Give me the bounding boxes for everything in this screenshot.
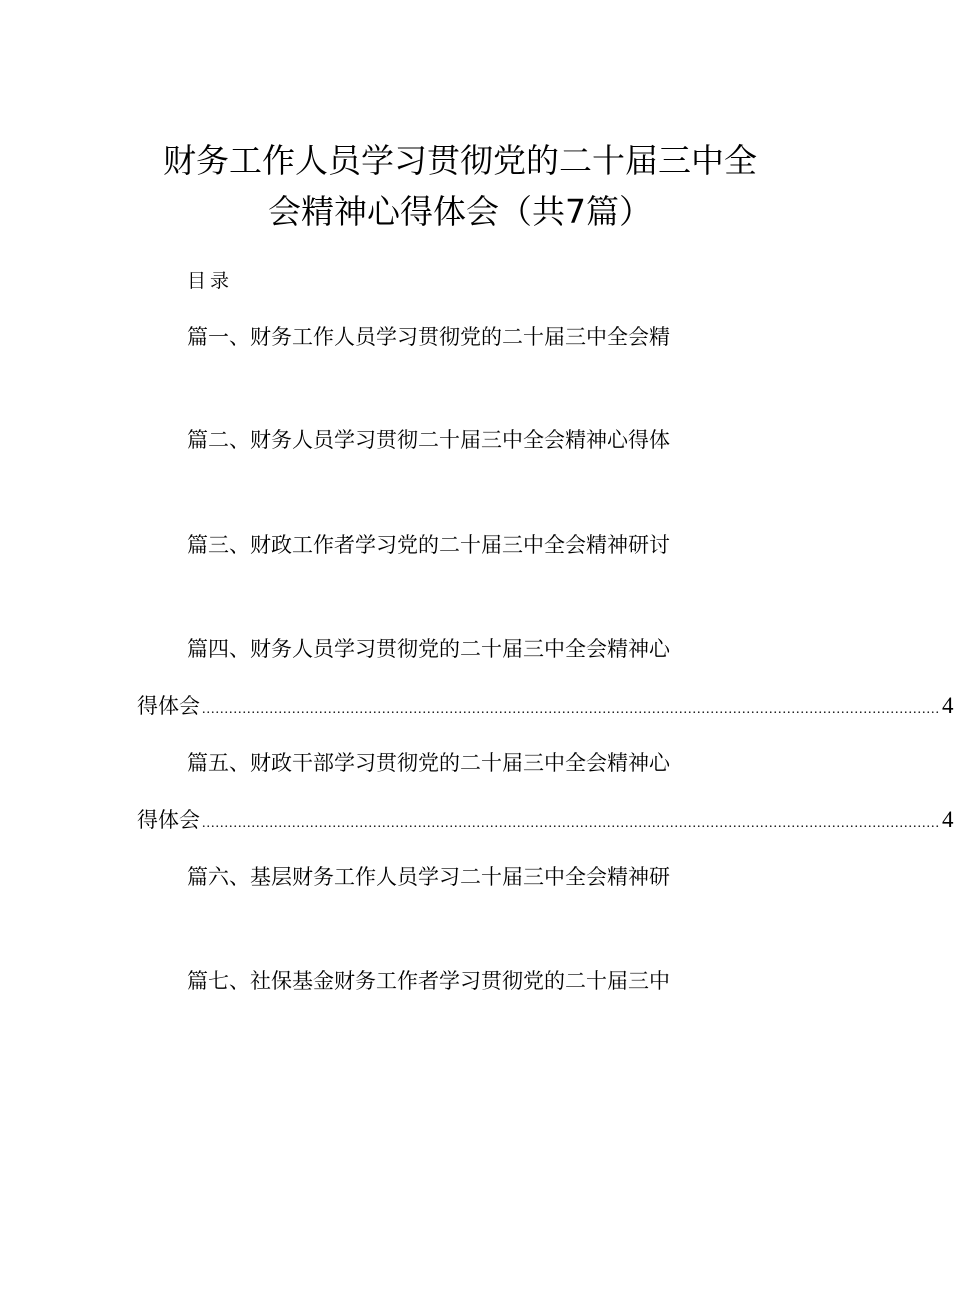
toc-entry-4-continuation[interactable] [137, 691, 954, 725]
toc-entry-5-continuation-text: 得体会 [137, 808, 200, 832]
toc-dot-leader: .................................................................................................................................................................... [202, 816, 940, 831]
toc-entry-1[interactable]: 篇一、财务工作人员学习贯彻党的二十届三中全会精 [187, 325, 670, 349]
toc-entry-4-continuation-text: 得体会 [137, 694, 200, 718]
toc-entry-5[interactable]: 篇五、财政干部学习贯彻党的二十届三中全会精神心 [187, 751, 670, 775]
toc-entry-5-continuation[interactable] [137, 805, 954, 839]
toc-entry-6[interactable]: 篇六、基层财务工作人员学习二十届三中全会精神研 [187, 865, 670, 889]
document-title-line-1: 财务工作人员学习贯彻党的二十届三中全 [163, 141, 757, 180]
toc-entry-4[interactable]: 篇四、财务人员学习贯彻党的二十届三中全会精神心 [187, 637, 670, 661]
toc-heading: 目录 [187, 270, 234, 292]
toc-entry-4-page-number: 4 [942, 693, 954, 718]
toc-dot-leader: .................................................................................................................................................................... [202, 702, 940, 717]
toc-entry-3[interactable]: 篇三、财政工作者学习党的二十届三中全会精神研讨 [187, 533, 670, 557]
toc-entry-7[interactable]: 篇七、社保基金财务工作者学习贯彻党的二十届三中 [187, 969, 670, 993]
toc-entry-5-page-number: 4 [942, 807, 954, 832]
toc-entry-2[interactable]: 篇二、财务人员学习贯彻二十届三中全会精神心得体 [187, 428, 670, 452]
document-title-line-2: 会精神心得体会（共7篇） [268, 192, 652, 231]
